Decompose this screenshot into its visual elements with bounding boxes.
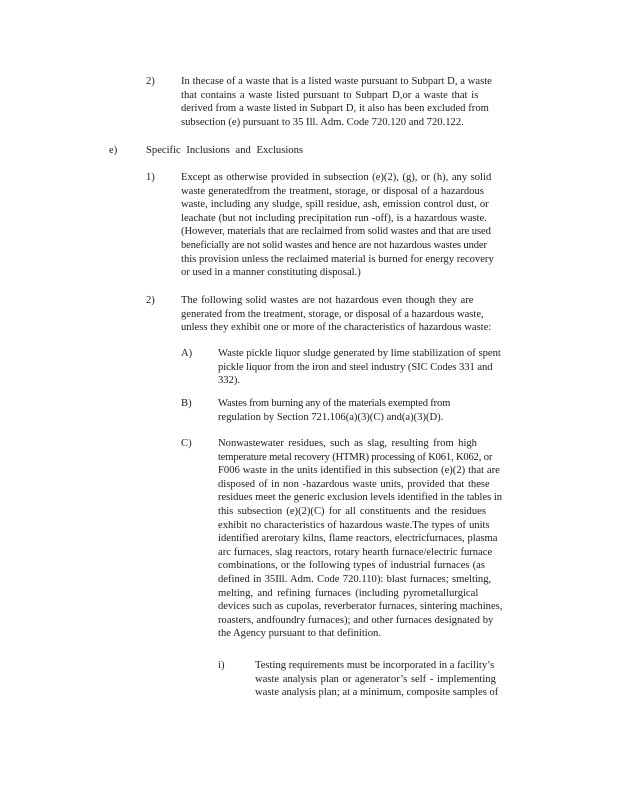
text-line: residues meet the generic exclusion levels identified in the tables in — [218, 492, 503, 504]
item-marker: B) — [181, 398, 192, 409]
text-line: roasters, andfoundry furnaces); and other furnaces designated by — [218, 614, 494, 626]
paragraph-text — [218, 397, 492, 424]
section-heading: Specific Inclusions and Exclusions — [146, 145, 303, 156]
item-marker: i) — [218, 660, 225, 671]
paragraph-text — [218, 437, 544, 641]
text-line: Except as otherwise provided in subsection (e)(2), (g), or (h), any solid — [181, 172, 492, 183]
text-line: (However, materials that are reclaimed from solid wastes and that are used — [181, 226, 491, 238]
text-line: The following solid wastes are not hazardous even though they are — [181, 295, 474, 306]
paragraph-text — [181, 75, 528, 129]
text-line: devices such as cupolas, reverberator furnaces, sintering machines, — [218, 601, 503, 613]
text-line: F006 waste in the units identified in this subsection (e)(2) that are — [218, 465, 500, 477]
item-marker: A) — [181, 348, 193, 359]
text-line: defined in 35Ill. Adm. Code 720.110): blast furnaces; smelting, — [218, 573, 492, 585]
text-line: Waste pickle liquor sludge generated by lime stabilization of spent — [218, 348, 501, 359]
text-line: pickle liquor from the iron and steel industry (SIC Codes 331 and — [218, 361, 493, 373]
text-line: that contains a waste listed pursuant to Subpart D,or a waste that is — [181, 89, 479, 101]
text-line: subsection (e) pursuant to 35 Ill. Adm. Code 720.120 and 720.122. — [181, 116, 464, 128]
text-line: identified arerotary kilns, flame reactors, electricfurnaces, plasma — [218, 533, 498, 545]
text-line: or used in a manner constituting disposal.) — [181, 267, 361, 279]
paragraph-text — [255, 659, 529, 700]
section-marker: e) — [109, 145, 118, 156]
text-line: 332). — [218, 375, 241, 387]
text-line: waste analysis plan or agenerator’s self - implementing — [255, 673, 496, 685]
text-line: beneficially are not solid wastes and hence are not hazardous wastes under — [181, 239, 487, 251]
paragraph-text — [181, 171, 537, 280]
text-line: In thecase of a waste that is a listed waste pursuant to Subpart D, a waste — [181, 76, 492, 87]
text-line: Wastes from burning any of the materials exempted from — [218, 398, 451, 409]
paragraph-text — [218, 347, 534, 388]
text-line: this subsection (e)(2)(C) for all constituents and the residues — [218, 505, 486, 517]
text-line: temperature metal recovery (HTMR) processing of K061, K062, or — [218, 451, 493, 463]
text-line: leachate (but not including precipitation run -off), is a hazardous waste. — [181, 212, 487, 224]
text-line: arc furnaces, slag reactors, rotary hearth furnace/electric furnace — [218, 546, 493, 558]
paragraph-text — [181, 294, 531, 335]
text-line: derived from a waste listed in Subpart D, it also has been excluded from — [181, 103, 489, 115]
text-line: disposed of in non -hazardous waste units, provided that these — [218, 478, 490, 490]
text-line: exhibit no characteristics of hazardous waste.The types of units — [218, 519, 490, 531]
item-marker: 2) — [146, 76, 155, 87]
text-line: this provision unless the reclaimed material is burned for energy recovery — [181, 253, 494, 265]
text-line: unless they exhibit one or more of the characteristics of hazardous waste: — [181, 322, 492, 334]
text-line: Nonwastewater residues, such as slag, resulting from high — [218, 438, 477, 449]
text-line: generated from the treatment, storage, or disposal of a hazardous waste, — [181, 308, 484, 320]
text-line: combinations, or the following types of industrial furnaces (as — [218, 560, 485, 572]
text-line: melting, and refining furnaces (including pyrometallurgical — [218, 587, 479, 599]
text-line: waste analysis plan; at a minimum, composite samples of — [255, 687, 499, 699]
text-line: Testing requirements must be incorporated in a facility’s — [255, 660, 495, 671]
item-marker: C) — [181, 438, 192, 449]
item-marker: 2) — [146, 295, 155, 306]
text-line: waste, including any sludge, spill residue, ash, emission control dust, or — [181, 199, 489, 211]
item-marker: 1) — [146, 172, 155, 183]
text-line: the Agency pursuant to that definition. — [218, 628, 381, 640]
text-line: waste generatedfrom the treatment, storage, or disposal of a hazardous — [181, 185, 484, 197]
text-line: regulation by Section 721.106(a)(3)(C) and(a)(3)(D). — [218, 411, 444, 423]
